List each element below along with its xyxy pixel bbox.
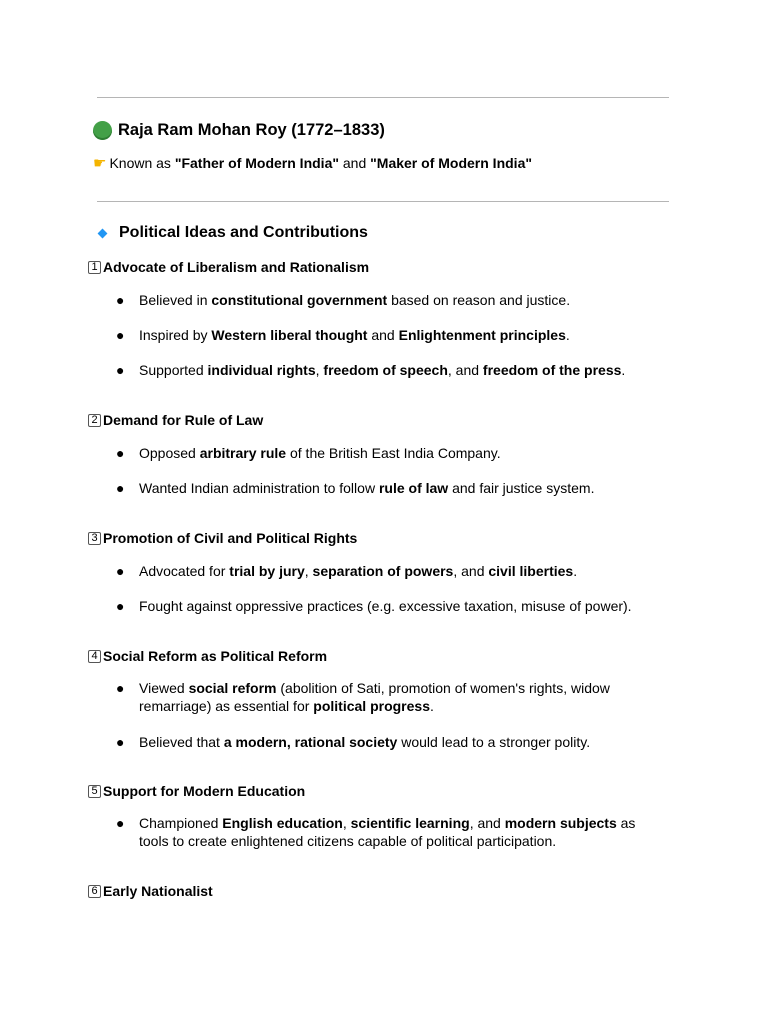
bold-phrase: individual rights	[207, 362, 316, 378]
list-item-text	[139, 733, 646, 751]
list-item-text	[139, 479, 646, 497]
number-2-icon: 2	[88, 414, 101, 427]
text-run: Championed	[139, 815, 223, 831]
known-as-prefix: Known as	[109, 155, 175, 171]
text-run: (abolition of Sati, promotion of women's rights, widow remarriage) as essential for	[139, 680, 610, 714]
list-item-text	[139, 444, 646, 462]
text-run: Viewed	[139, 680, 189, 696]
text-run: Wanted Indian administration to follow	[139, 480, 379, 496]
section-title: Political Ideas and Contributions	[119, 224, 368, 241]
list-item-text	[139, 326, 646, 344]
text-run: of the British East India Company.	[286, 445, 501, 461]
bullet-icon: ●	[116, 680, 125, 696]
text-run: as tools to create enlightened citizens capable of political participation.	[139, 815, 636, 849]
bullet-icon: ●	[116, 327, 125, 343]
text-run: Fought against oppressive practices (e.g. excessive taxation, misuse of power).	[139, 598, 632, 614]
middle-divider	[97, 201, 669, 202]
text-run: .	[621, 362, 626, 378]
text-run: based on reason and justice.	[387, 292, 571, 308]
item-heading-6	[88, 883, 213, 899]
list-item	[116, 679, 646, 715]
bold-phrase: freedom of the press	[482, 362, 622, 378]
text-run: .	[430, 698, 434, 714]
number-6-icon: 6	[88, 885, 101, 898]
text-run: ,	[304, 563, 313, 579]
item-heading-1	[88, 259, 369, 275]
bold-phrase: separation of powers	[312, 563, 454, 579]
list-item-text	[139, 814, 646, 850]
bold-phrase: a modern, rational society	[223, 734, 398, 750]
text-run: ,	[315, 362, 324, 378]
item-heading-text: Demand for Rule of Law	[103, 412, 264, 428]
list-item	[116, 326, 646, 344]
list-item-text	[139, 562, 646, 580]
number-3-icon: 3	[88, 532, 101, 545]
bullet-icon: ●	[116, 480, 125, 496]
known-as-title-2: "Maker of Modern India"	[370, 155, 532, 171]
bold-phrase: arbitrary rule	[199, 445, 287, 461]
bold-phrase: political progress	[313, 698, 430, 714]
number-4-icon: 4	[88, 650, 101, 663]
bold-phrase: scientific learning	[350, 815, 470, 831]
item-heading-text: Advocate of Liberalism and Rationalism	[103, 259, 370, 275]
bold-phrase: freedom of speech	[323, 362, 448, 378]
bullet-icon: ●	[116, 598, 125, 614]
list-item	[116, 444, 646, 462]
list-item	[116, 733, 646, 751]
bold-phrase: social reform	[188, 680, 277, 696]
text-run: , and	[447, 362, 483, 378]
blue-diamond-icon	[98, 228, 108, 238]
list-item	[116, 361, 646, 379]
list-item	[116, 479, 646, 497]
bullet-icon: ●	[116, 292, 125, 308]
known-as-mid: and	[339, 155, 371, 171]
item-heading-text: Early Nationalist	[103, 883, 213, 899]
title-text: Raja Ram Mohan Roy (1772–1833)	[118, 121, 385, 139]
list-item	[116, 562, 646, 580]
list-item-text	[139, 597, 646, 615]
list-item	[116, 597, 646, 615]
text-run: Believed in	[139, 292, 212, 308]
list-item	[116, 291, 646, 309]
number-1-icon: 1	[88, 261, 101, 274]
list-item-text	[139, 291, 646, 309]
section-heading	[99, 224, 368, 242]
pointing-hand-icon: ☛	[93, 153, 107, 172]
text-run: Advocated for	[139, 563, 230, 579]
bullet-icon: ●	[116, 734, 125, 750]
bold-phrase: modern subjects	[504, 815, 617, 831]
text-run: .	[573, 563, 578, 579]
text-run: Inspired by	[139, 327, 212, 343]
item-heading-5	[88, 783, 305, 799]
text-run: and	[367, 327, 399, 343]
bold-phrase: rule of law	[378, 480, 449, 496]
text-run: ,	[342, 815, 351, 831]
text-run: , and	[469, 815, 505, 831]
text-run: would lead to a stronger polity.	[397, 734, 591, 750]
bullet-icon: ●	[116, 563, 125, 579]
text-run: and fair justice system.	[448, 480, 595, 496]
text-run: Supported	[139, 362, 208, 378]
item-heading-4	[88, 648, 327, 664]
bold-phrase: Western liberal thought	[211, 327, 368, 343]
known-as-title-1: "Father of Modern India"	[174, 155, 339, 171]
top-divider	[97, 97, 669, 98]
bold-phrase: Enlightenment principles	[398, 327, 566, 343]
bold-phrase: trial by jury	[229, 563, 305, 579]
item-heading-text: Social Reform as Political Reform	[103, 648, 328, 664]
bullet-icon: ●	[116, 362, 125, 378]
bold-phrase: civil liberties	[488, 563, 574, 579]
bold-phrase: constitutional government	[211, 292, 388, 308]
text-run: Believed that	[139, 734, 224, 750]
item-heading-3	[88, 530, 357, 546]
bullet-icon: ●	[116, 445, 125, 461]
list-item-text	[139, 679, 646, 715]
number-5-icon: 5	[88, 785, 101, 798]
text-run: Opposed	[139, 445, 200, 461]
known-as-line	[93, 155, 532, 171]
bullet-icon: ●	[116, 815, 125, 831]
list-item	[116, 814, 646, 850]
green-circle-icon	[93, 121, 112, 140]
item-heading-text: Support for Modern Education	[103, 783, 306, 799]
item-heading-2	[88, 412, 263, 428]
text-run: .	[565, 327, 570, 343]
item-heading-text: Promotion of Civil and Political Rights	[103, 530, 358, 546]
bold-phrase: English education	[222, 815, 343, 831]
page-title	[93, 121, 385, 140]
text-run: , and	[453, 563, 489, 579]
list-item-text	[139, 361, 646, 379]
